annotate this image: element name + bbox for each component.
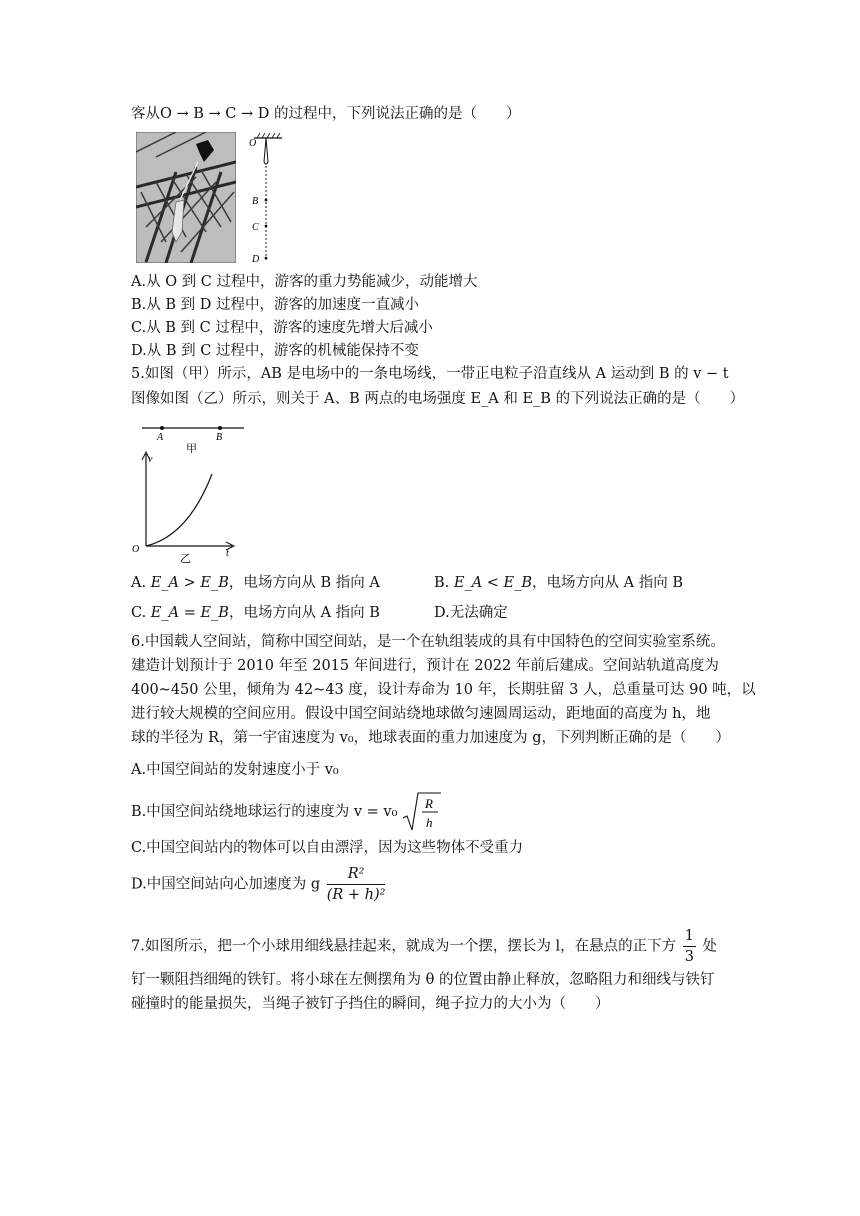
acceleration-fraction [327, 864, 386, 905]
q6-option-b [131, 790, 442, 834]
q7-line-3: 碰撞时的能量损失，当绳子被钉子挡住的瞬间，绳子拉力的大小为（ ） [131, 996, 610, 1012]
t-axis-label: t [226, 548, 229, 559]
q6-line-1: 6.中国载人空间站，简称中国空间站，是一个在轨组装成的具有中国特色的空间实验室系统。 [131, 634, 725, 650]
q6-option-c: C.中国空间站内的物体可以自由漂浮，因为这些物体不受重力 [131, 840, 524, 856]
q5-option-a-text: ，电场方向从 B 指向 A [228, 575, 380, 591]
one-third-denominator: 3 [684, 949, 694, 965]
sqrt-numerator: R [425, 796, 433, 811]
q4-option-b: B.从 B 到 D 过程中，游客的加速度一直减小 [131, 297, 419, 313]
fraction-numerator: R² [327, 864, 386, 885]
q6-option-d [131, 864, 387, 905]
sqrt-denominator: h [426, 815, 433, 830]
fraction-denominator: (R + h)² [326, 887, 386, 903]
label-D: D [252, 254, 260, 264]
figure-yi-caption: 乙 [180, 553, 191, 564]
q6-line-3: 400~450 公里，倾角为 42~43 度，设计寿命为 10 年，长期驻留 3 人，总重量可达 90 吨，以 [131, 682, 756, 698]
origin-label: O [132, 544, 140, 555]
point-A-label: A [157, 432, 164, 443]
one-third-fraction [683, 926, 696, 967]
q5-option-a: A. E_A > E_B，电场方向从 B 指向 A [131, 575, 380, 591]
label-O: O [249, 138, 257, 149]
q5-line-1: 5.如图（甲）所示，AB 是电场中的一条电场线，一带正电粒子沿直线从 A 运动到 B 的 v − t [131, 366, 729, 382]
bungee-diagram [246, 132, 286, 264]
one-third-numerator: 1 [683, 926, 696, 947]
q6-option-d-text: D.中国空间站向心加速度为 g [131, 876, 321, 893]
q6-option-b-text: B.中国空间站绕地球运行的速度为 v = v₀ [131, 804, 398, 820]
q6-line-2: 建造计划预计于 2010 年至 2015 年间进行，预计在 2022 年前后建成。空间站轨道高度为 [131, 658, 719, 674]
q5-option-c-math: E_A = E_B [150, 605, 229, 621]
q5-line-2: 图像如图（乙）所示，则关于 A、B 两点的电场强度 E_A 和 E_B 的下列说法正确的是（ ） [131, 391, 745, 407]
q4-option-a: A.从 O 到 C 过程中，游客的重力势能减少，动能增大 [131, 274, 478, 290]
q4-option-d: D.从 B 到 C 过程中，游客的机械能保持不变 [131, 343, 419, 359]
q6-line-5: 球的半径为 R，第一宇宙速度为 v₀，地球表面的重力加速度为 g，下列判断正确的是（ ） [131, 730, 731, 746]
label-C: C [252, 222, 259, 233]
q4-stem: 客从O → B → C → D 的过程中，下列说法正确的是（ ） [131, 106, 521, 122]
q7-line-1-text: 7.如图所示，把一个小球用细线悬挂起来，就成为一个摆，摆长为 l，在悬点的正下方 [131, 938, 677, 955]
q6-option-a: A.中国空间站的发射速度小于 v₀ [131, 762, 339, 778]
q7-line-1-end: 处 [702, 938, 718, 955]
q5-option-c: C. E_A = E_B，电场方向从 A 指向 B [131, 605, 380, 621]
bungee-photo [136, 132, 236, 263]
label-B: B [252, 196, 259, 207]
vt-graph [128, 448, 248, 564]
q5-option-b-text: ，电场方向从 A 指向 B [532, 575, 684, 591]
q4-option-c: C.从 B 到 C 过程中，游客的速度先增大后减小 [131, 320, 433, 336]
figure-jia-caption: 甲 [186, 443, 197, 455]
v-axis-label: v [148, 454, 153, 465]
sqrt-fraction [402, 790, 442, 834]
q5-option-b: B. E_A < E_B，电场方向从 A 指向 B [434, 575, 684, 591]
q6-line-4: 进行较大规模的空间应用。假设中国空间站绕地球做匀速圆周运动，距地面的高度为 h，地 [131, 706, 711, 722]
q7-line-1 [131, 926, 717, 967]
point-B-label: B [216, 432, 223, 443]
q7-line-2: 钉一颗阻挡细绳的铁钉。将小球在左侧摆角为 θ 的位置由静止释放，忽略阻力和细线与铁钉 [131, 972, 715, 988]
q5-option-a-math: E_A > E_B [150, 575, 229, 591]
q5-option-b-math: E_A < E_B [453, 575, 533, 591]
q5-option-c-text: ，电场方向从 A 指向 B [228, 605, 380, 621]
q5-option-d: D.无法确定 [434, 605, 508, 621]
